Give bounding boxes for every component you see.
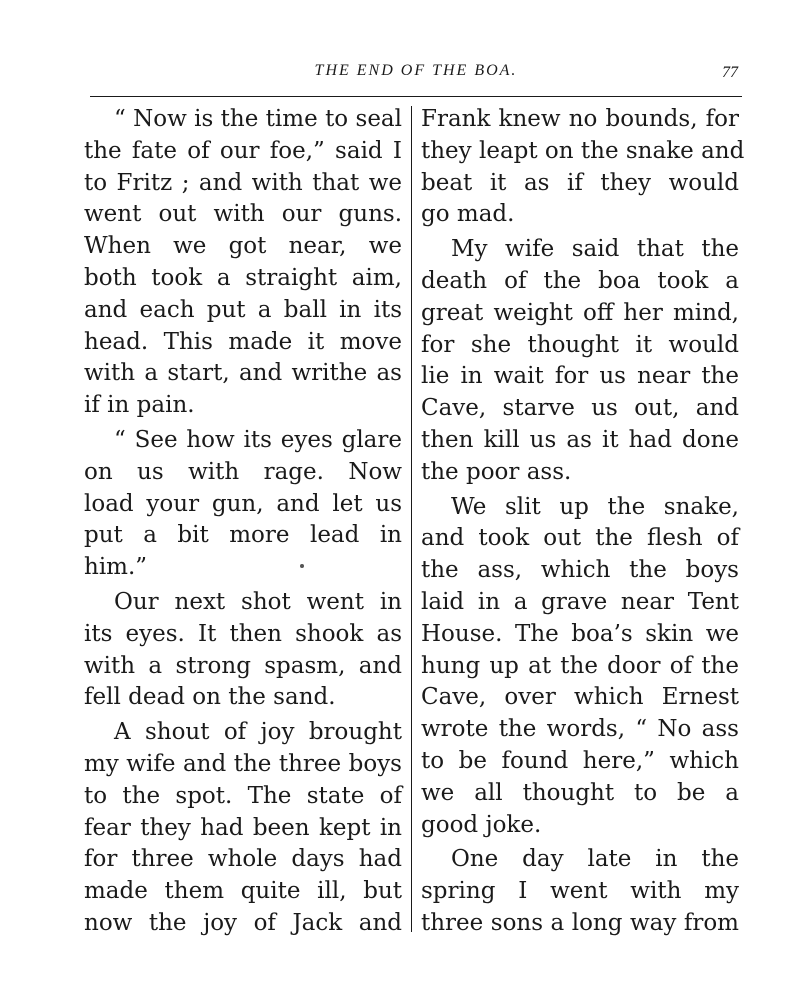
text-line: made them quite ill, but [84, 878, 402, 905]
text-line: wrote the words, “ No ass [421, 716, 739, 743]
header-rule [90, 96, 742, 97]
text-line: for she thought it would [421, 331, 739, 358]
text-line: death of the boa took a [421, 267, 739, 294]
left-column [84, 104, 402, 940]
paragraph [421, 234, 739, 488]
text-line: “ See how its eyes glare [114, 426, 402, 453]
running-title: THE END OF THE BOA. [314, 62, 518, 79]
text-line: go mad. [421, 201, 515, 228]
text-line: House. The boa’s skin we [421, 620, 739, 647]
text-line: and took out the flesh of [421, 525, 739, 552]
text-line: the fate of our foe,” said I [84, 137, 402, 164]
text-line: for three whole days had [84, 846, 402, 873]
text-line: and each put a ball in its [84, 296, 402, 323]
text-line: him.” [84, 554, 148, 581]
text-line: to be found here,” which [421, 747, 739, 774]
text-line: A shout of joy brought [114, 719, 402, 746]
text-line: three sons a long way from [421, 909, 739, 936]
text-line: its eyes. It then shook as [84, 620, 402, 647]
text-line: great weight off her mind, [421, 299, 739, 326]
text-line: load your gun, and let us [84, 490, 402, 517]
text-line: good joke. [421, 811, 542, 838]
text-line: My wife said that the [451, 236, 739, 263]
text-line: now the joy of Jack and [84, 909, 402, 936]
paragraph [84, 717, 402, 940]
text-line: both took a straight aim, [84, 264, 402, 291]
text-line: with a strong spasm, and [84, 652, 402, 679]
text-line: then kill us as it had done [421, 426, 739, 453]
text-line: if in pain. [84, 392, 195, 419]
text-line: “ Now is the time to seal [114, 106, 402, 132]
text-line: Our next shot went in [114, 588, 402, 615]
paragraph [84, 587, 402, 714]
text-line: beat it as if they would [421, 169, 739, 196]
text-line: fell dead on the sand. [84, 684, 336, 711]
right-column [421, 104, 745, 940]
text-line: went out with our guns. [84, 201, 402, 228]
text-line: laid in a grave near Tent [421, 588, 739, 615]
text-line: One day late in the [451, 846, 739, 873]
text-line: to the spot. The state of [84, 782, 402, 809]
text-line: we all thought to be a [421, 779, 739, 806]
text-line: We slit up the snake, [451, 493, 739, 520]
text-line: Frank knew no bounds, for [421, 106, 739, 132]
text-line: fear they had been kept in [84, 814, 402, 841]
paragraph [421, 104, 745, 231]
text-line: to Fritz ; and with that we [84, 169, 402, 196]
text-line: Cave, starve us out, and [421, 395, 739, 422]
text-line: lie in wait for us near the [421, 363, 739, 390]
text-line: spring I went with my [421, 878, 739, 905]
paragraph [421, 492, 739, 842]
text-line: they leapt on the snake and [421, 137, 745, 164]
text-line: with a start, and writhe as [84, 360, 402, 387]
text-line: the poor ass. [421, 458, 572, 485]
text-line: on us with rage. Now [84, 458, 402, 485]
text-line: my wife and the three boys [84, 750, 402, 777]
text-line: head. This made it move [84, 328, 402, 355]
text-line: When we got near, we [84, 233, 402, 260]
page-number: 77 [722, 64, 738, 81]
running-head [90, 62, 742, 90]
paragraph [84, 425, 402, 584]
paragraph [421, 844, 739, 939]
text-line: the ass, which the boys [421, 557, 739, 584]
text-line: put a bit more lead in [84, 522, 402, 549]
text-line: Cave, over which Ernest [421, 684, 739, 711]
paragraph [84, 104, 402, 422]
column-divider [411, 106, 412, 932]
ink-speck [300, 564, 304, 568]
text-line: hung up at the door of the [421, 652, 739, 679]
